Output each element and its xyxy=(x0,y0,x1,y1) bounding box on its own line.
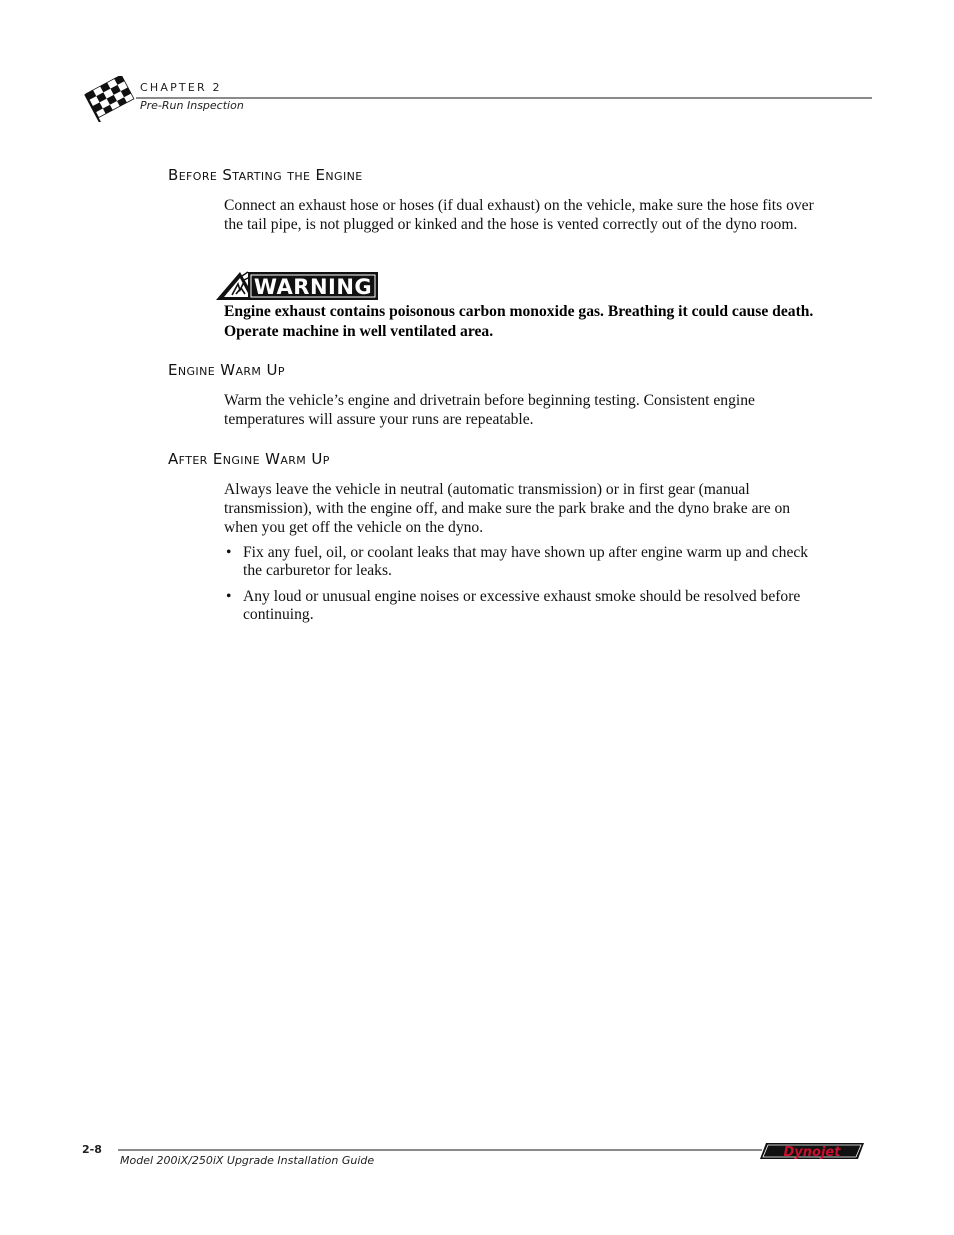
bullet-icon: • xyxy=(226,544,232,561)
page-number: 2-8 xyxy=(82,1143,102,1156)
logo-text: Dynojet xyxy=(783,1145,841,1160)
list-item-text: Any loud or unusual engine noises or excessive exhaust smoke should be resolved before continuing. xyxy=(243,588,801,623)
bullet-icon: • xyxy=(226,588,232,605)
list-item xyxy=(224,588,816,624)
warning-badge xyxy=(214,270,380,302)
heading-before-starting: Before Starting the Engine xyxy=(168,166,363,184)
list-item xyxy=(224,544,816,580)
warning-text: Engine exhaust contains poisonous carbon monoxide gas. Breathing it could cause death. Operate machine in well ventilated area. xyxy=(224,303,814,340)
warning-label: WARNING xyxy=(253,275,373,299)
header-rule xyxy=(136,97,872,99)
footer-rule xyxy=(118,1149,762,1151)
paragraph-engine-warm-up: Warm the vehicle’s engine and drivetrain before beginning testing. Consistent engine temperatures will assure your runs are repeatable. xyxy=(224,392,755,428)
list-item-text: Fix any fuel, oil, or coolant leaks that may have shown up after engine warm up and check the carburetor for leaks. xyxy=(243,544,809,579)
heading-engine-warm-up: Engine Warm Up xyxy=(168,361,285,379)
section-name: Pre-Run Inspection xyxy=(140,99,244,112)
bullet-list xyxy=(224,544,816,632)
heading-after-warm-up: After Engine Warm Up xyxy=(168,450,330,468)
paragraph-after-warm-up: Always leave the vehicle in neutral (automatic transmission) or in first gear (manual transmission), with the engine off, and make sure the park brake and the dyno brake are on when you get off the vehicle on the dyno. xyxy=(224,481,791,536)
checkered-flag-icon xyxy=(80,76,136,122)
paragraph-before-starting: Connect an exhaust hose or hoses (if dual exhaust) on the vehicle, make sure the hose fits over the tail pipe, is not plugged or kinked and the hose is vented correctly out of the dyno room. xyxy=(224,197,814,233)
guide-title: Model 200iX/250iX Upgrade Installation Guide xyxy=(120,1154,375,1167)
chapter-label: CHAPTER 2 xyxy=(140,81,222,94)
dynojet-logo xyxy=(760,1141,866,1161)
